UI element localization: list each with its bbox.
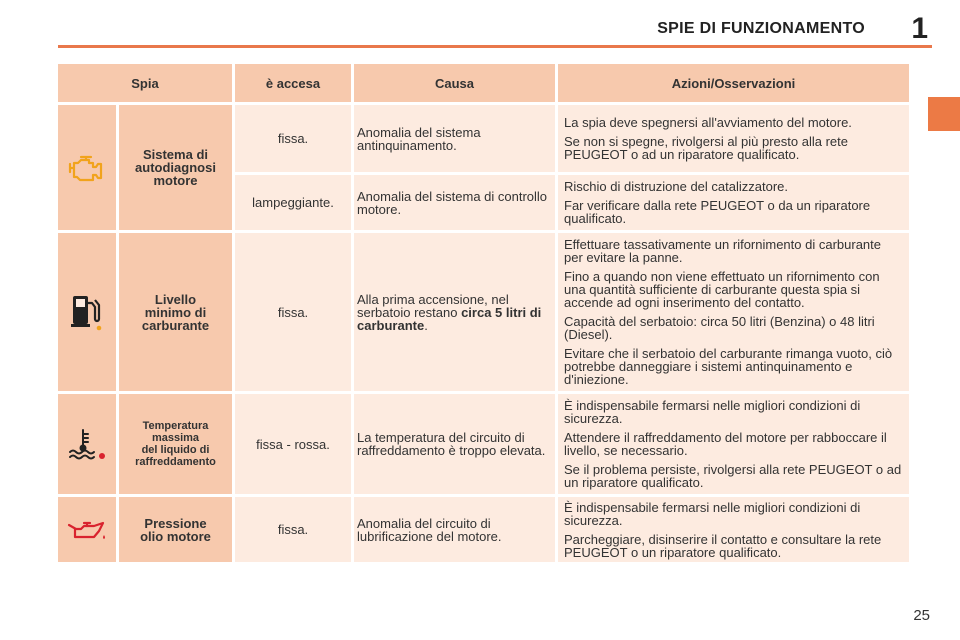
chapter-side-tab <box>928 97 960 131</box>
column-header-azioni: Azioni/Osservazioni <box>558 64 909 102</box>
table-row-icon <box>58 105 116 230</box>
table-row-label: Temperatura massima del liquido di raffreddamento <box>119 394 232 494</box>
cause-cell: Anomalia del sistema di controllo motore. <box>354 175 555 230</box>
oil-pressure-icon <box>67 519 107 541</box>
state-cell: fissa. <box>235 233 351 391</box>
cause-cell: La temperatura del circuito di raffreddamento è troppo elevata. <box>354 394 555 494</box>
cause-cell: Anomalia del sistema antinquinamento. <box>354 105 555 172</box>
column-header-causa: Causa <box>354 64 555 102</box>
actions-cell: La spia deve spegnersi all'avviamento del motore. Se non si spegne, rivolgersi al più presto alla rete PEUGEOT o ad un riparatore qualificato. <box>558 105 909 172</box>
column-header-accesa: è accesa <box>235 64 351 102</box>
coolant-temperature-icon <box>67 426 107 462</box>
actions-cell: È indispensabile fermarsi nelle migliori condizioni di sicurezza. Parcheggiare, disinserire il contatto e consultare la rete PEUGEOT o un riparatore qualificato. <box>558 497 909 562</box>
table-row-label: Sistema di autodiagnosi motore <box>119 105 232 230</box>
page-number: 25 <box>913 607 930 624</box>
cause-cell: Alla prima accensione, nel serbatoio restano circa 5 litri di carburante. <box>354 233 555 391</box>
actions-cell: Rischio di distruzione del catalizzatore. Far verificare dalla rete PEUGEOT o da un riparatore qualificato. <box>558 175 909 230</box>
actions-cell: Effettuare tassativamente un rifornimento di carburante per evitare la panne. Fino a quando non viene effettuato un rifornimento con una quantità sufficiente di carburante questa spia si accende ad ogni inserimento del contatto. Capacità del serbatoio: circa 50 litri (Benzina) o 48 litri (Diesel). Evitare che il serbatoio del carburante rimanga vuoto, ciò potrebbe danneggiare i sistemi antinquinamento e d'iniezione. <box>558 233 909 391</box>
page-title: SPIE DI FUNZIONAMENTO <box>657 20 865 37</box>
warning-lights-table <box>58 64 903 562</box>
chapter-number: 1 <box>911 12 928 45</box>
actions-cell: È indispensabile fermarsi nelle migliori condizioni di sicurezza. Attendere il raffreddamento del motore per rabboccare il livello, se necessario. Se il problema persiste, rivolgersi alla rete PEUGEOT o ad un riparatore qualificato. <box>558 394 909 494</box>
state-cell: fissa. <box>235 105 351 172</box>
state-cell: fissa - rossa. <box>235 394 351 494</box>
engine-check-icon <box>67 153 107 183</box>
header-rule <box>58 45 932 48</box>
table-row-icon <box>58 394 116 494</box>
table-row-icon <box>58 233 116 391</box>
cause-cell: Anomalia del circuito di lubrificazione del motore. <box>354 497 555 562</box>
column-header-spia: Spia <box>58 64 232 102</box>
state-cell: fissa. <box>235 497 351 562</box>
fuel-pump-icon <box>70 291 104 333</box>
table-row-label: Livello minimo di carburante <box>119 233 232 391</box>
table-row-label: Pressione olio motore <box>119 497 232 562</box>
table-row-icon <box>58 497 116 562</box>
state-cell: lampeggiante. <box>235 175 351 230</box>
